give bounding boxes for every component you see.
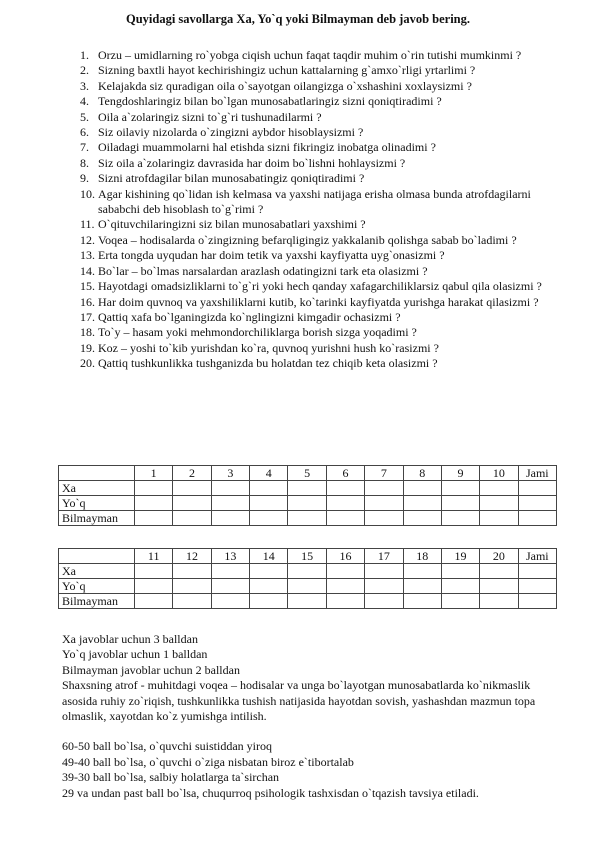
- list-item: [80, 341, 560, 356]
- table-cell: [135, 564, 173, 579]
- question-text: Orzu – umidlarning ro`yobga ciqish uchun faqat taqdir muhim o`rin tutishi mumkinmi ?: [98, 48, 522, 62]
- table-cell: [518, 564, 556, 579]
- table-header-row: [59, 466, 557, 481]
- list-item: [80, 310, 560, 325]
- scoring-dontknow: Bilmayman javoblar uchun 2 balldan: [62, 662, 240, 677]
- scoring-description: Shaxsning atrof - muhitdagi voqea – hodisalar va unga bo`layotgan munosabatlarda ko`nikmaslik asosida ruhiy zo`riqish, tushkunlikka tushish natijasida hayotdan sovish, yashashdan mazmun topa olmaslik, xayotdan ko`z yumishga intilish.: [62, 678, 536, 724]
- table-header-cell: 1: [135, 466, 173, 481]
- question-number: 14.: [80, 263, 95, 278]
- table-cell: [288, 496, 326, 511]
- question-number: 1.: [80, 48, 89, 62]
- question-number: 19.: [80, 340, 95, 355]
- list-item: [80, 217, 560, 232]
- list-item: [80, 248, 560, 263]
- row-label: Bilmayman: [59, 594, 135, 609]
- table-row: [59, 594, 557, 609]
- table-cell: [441, 511, 479, 526]
- table-cell: [250, 579, 288, 594]
- table-row: [59, 511, 557, 526]
- table-header-cell: 3: [211, 466, 249, 481]
- table-cell: [441, 481, 479, 496]
- table-cell: [173, 496, 211, 511]
- table-cell: [365, 481, 403, 496]
- question-number: 13.: [80, 248, 95, 263]
- question-text: Oiladagi muammolarni hal etishda sizni fikringiz inobatga olinadimi ?: [98, 140, 436, 155]
- question-text: Erta tongda uyqudan har doim tetik va yaxshi kayfiyatta uyg`onasizmi ?: [98, 248, 445, 263]
- table-header-cell: [59, 466, 135, 481]
- result-line: 29 va undan past ball bo`lsa, chuqurroq psihologik tashxisdan o`tqazish tavsiya etiladi.: [62, 785, 479, 800]
- table-header-cell: 15: [288, 549, 326, 564]
- question-text: Sizning baxtli hayot kechirishingiz uchun kattalarning g`amxo`rligi yrtarlimi ?: [98, 63, 476, 78]
- question-list: [80, 48, 560, 372]
- table-cell: [518, 481, 556, 496]
- table-cell: [250, 496, 288, 511]
- table-cell: [480, 496, 518, 511]
- table-header-cell: 5: [288, 466, 326, 481]
- table-cell: [288, 564, 326, 579]
- table-cell: [518, 579, 556, 594]
- answer-table-2: [58, 548, 557, 609]
- table-header-cell: 16: [326, 549, 364, 564]
- table-cell: [441, 496, 479, 511]
- table-cell: [211, 481, 249, 496]
- table-cell: [326, 481, 364, 496]
- table-cell: [441, 579, 479, 594]
- list-item: [80, 125, 560, 140]
- table-header-cell: 9: [441, 466, 479, 481]
- table-cell: [326, 511, 364, 526]
- page-title: Quyidagi savollarga Xa, Yo`q yoki Bilmayman deb javob bering.: [125, 12, 471, 26]
- table-cell: [250, 594, 288, 609]
- question-number: 16.: [80, 294, 95, 309]
- question-number: 12.: [80, 232, 95, 247]
- table-header-cell: 8: [403, 466, 441, 481]
- table-cell: [365, 496, 403, 511]
- table-header-row: [59, 549, 557, 564]
- question-text: O`qituvchilaringizni siz bilan munosabatlari yaxshimi ?: [98, 217, 366, 232]
- table-cell: [211, 564, 249, 579]
- list-item: [80, 233, 560, 248]
- table-cell: [518, 511, 556, 526]
- question-text: Oila a`zolaringiz sizni to`g`ri tushunadilarmi ?: [98, 109, 322, 124]
- table-cell: [173, 564, 211, 579]
- question-text: Agar kishining qo`lidan ish kelmasa va yaxshi natijaga erisha olmasa bunda atrofdagilarni sababchi deb hisoblash to`g`rimi ?: [98, 186, 531, 217]
- question-number: 4.: [80, 94, 89, 109]
- table-cell: [250, 481, 288, 496]
- table-cell: [135, 511, 173, 526]
- question-text: Hayotdagi omadsizliklarni to`g`ri yoki hech qanday xafagarchiliklarsiz qabul qila olasizmi ?: [98, 279, 542, 294]
- table-cell: [480, 564, 518, 579]
- question-number: 10.: [80, 186, 95, 201]
- table-cell: [365, 579, 403, 594]
- table-cell: [211, 496, 249, 511]
- table-cell: [173, 481, 211, 496]
- question-text: Koz – yoshi to`kib yurishdan ko`ra, quvnoq yurishni hush ko`rasizmi ?: [98, 340, 439, 355]
- table-cell: [250, 564, 288, 579]
- list-item: [80, 110, 560, 125]
- table-cell: [518, 594, 556, 609]
- question-number: 5.: [80, 109, 89, 124]
- question-text: Sizni atrofdagilar bilan munosabatingiz qoniqtiradimi ?: [98, 171, 365, 186]
- table-cell: [480, 594, 518, 609]
- table-row: [59, 481, 557, 496]
- table-cell: [211, 511, 249, 526]
- row-label: Yo`q: [59, 496, 135, 511]
- row-label: Yo`q: [59, 579, 135, 594]
- question-text: Voqea – hodisalarda o`zingizning befarqligingiz yakkalanib qolishga sabab bo`ladimi ?: [98, 232, 517, 247]
- list-item: [80, 156, 560, 171]
- table-cell: [441, 564, 479, 579]
- table-header-cell: 6: [326, 466, 364, 481]
- list-item: [80, 94, 560, 109]
- question-number: 3.: [80, 78, 89, 93]
- table-header-cell: 13: [211, 549, 249, 564]
- table-row: [59, 564, 557, 579]
- table-cell: [173, 579, 211, 594]
- question-number: 2.: [80, 63, 89, 78]
- scoring-no: Yo`q javoblar uchun 1 balldan: [62, 647, 208, 662]
- list-item: [80, 356, 560, 371]
- list-item: [80, 279, 560, 294]
- table-cell: [135, 496, 173, 511]
- table-cell: [326, 594, 364, 609]
- table-cell: [326, 564, 364, 579]
- list-item: [80, 171, 560, 186]
- row-label: Xa: [59, 564, 135, 579]
- table-cell: [403, 511, 441, 526]
- table-cell: [480, 579, 518, 594]
- list-item: [80, 325, 560, 340]
- scoring-section: [62, 632, 562, 801]
- table-header-cell: 14: [250, 549, 288, 564]
- table-cell: [288, 579, 326, 594]
- list-item: [80, 48, 560, 63]
- question-number: 18.: [80, 325, 95, 340]
- table-header-cell: 11: [135, 549, 173, 564]
- table-header-cell: [59, 549, 135, 564]
- table-cell: [173, 511, 211, 526]
- list-item: [80, 295, 560, 310]
- question-text: Bo`lar – bo`lmas narsalardan arazlash odatingizni tark eta olasizmi ?: [98, 263, 428, 278]
- table-cell: [480, 481, 518, 496]
- table-header-cell: Jami: [518, 549, 556, 564]
- question-number: 15.: [80, 279, 95, 294]
- table-cell: [365, 564, 403, 579]
- question-number: 20.: [80, 356, 95, 371]
- question-text: Qattiq tushkunlikka tushganizda bu holatdan tez chiqib keta olasizmi ?: [98, 356, 438, 371]
- question-number: 17.: [80, 309, 95, 324]
- result-line: 39-30 ball bo`lsa, salbiy holatlarga ta`sirchan: [62, 770, 280, 785]
- question-number: 6.: [80, 125, 89, 140]
- table-header-cell: 20: [480, 549, 518, 564]
- table-cell: [250, 511, 288, 526]
- table-header-cell: 10: [480, 466, 518, 481]
- table-cell: [135, 579, 173, 594]
- table-cell: [326, 579, 364, 594]
- list-item: [80, 79, 560, 94]
- scoring-yes: Xa javoblar uchun 3 balldan: [62, 632, 198, 646]
- table-cell: [211, 594, 249, 609]
- row-label: Bilmayman: [59, 511, 135, 526]
- table-header-cell: 18: [403, 549, 441, 564]
- question-text: Tengdoshlaringiz bilan bo`lgan munosabatlaringiz sizni qoniqtiradimi ?: [98, 94, 442, 109]
- table-header-cell: 19: [441, 549, 479, 564]
- list-item: [80, 187, 560, 218]
- question-text: Har doim quvnoq va yaxshiliklarni kutib, ko`tarinki kayfiyatda yurishga harakat qilasizmi ?: [98, 294, 539, 309]
- answer-table-1: [58, 465, 557, 526]
- table-cell: [441, 594, 479, 609]
- table-cell: [288, 481, 326, 496]
- question-number: 7.: [80, 140, 89, 155]
- table-header-cell: 4: [250, 466, 288, 481]
- result-line: 60-50 ball bo`lsa, o`quvchi suistiddan yiroq: [62, 739, 272, 754]
- question-number: 8.: [80, 155, 89, 170]
- table-cell: [326, 496, 364, 511]
- question-text: Siz oilaviy nizolarda o`zingizni aybdor hisoblaysizmi ?: [98, 125, 364, 140]
- question-number: 11.: [80, 217, 95, 232]
- table-header-cell: 2: [173, 466, 211, 481]
- table-header-cell: 12: [173, 549, 211, 564]
- question-text: Siz oila a`zolaringiz davrasida har doim bo`lishni hohlaysizmi ?: [98, 155, 406, 170]
- table-cell: [403, 564, 441, 579]
- table-cell: [403, 481, 441, 496]
- question-text: To`y – hasam yoki mehmondorchiliklarga borish sizga yoqadimi ?: [98, 325, 417, 340]
- table-row: [59, 579, 557, 594]
- question-text: Qattiq xafa bo`lganingizda ko`nglingizni kimgadir ochasizmi ?: [98, 309, 401, 324]
- list-item: [80, 63, 560, 78]
- table-cell: [403, 496, 441, 511]
- result-line: 49-40 ball bo`lsa, o`quvchi o`ziga nisbatan biroz e`tibortalab: [62, 754, 354, 769]
- table-header-cell: Jami: [518, 466, 556, 481]
- table-header-cell: 17: [365, 549, 403, 564]
- table-cell: [173, 594, 211, 609]
- table-cell: [365, 594, 403, 609]
- table-cell: [135, 594, 173, 609]
- list-item: [80, 140, 560, 155]
- table-cell: [480, 511, 518, 526]
- list-item: [80, 264, 560, 279]
- table-cell: [518, 496, 556, 511]
- table-cell: [135, 481, 173, 496]
- question-text: Kelajakda siz quradigan oila o`sayotgan oilangizga o`xshashini xoxlaysizmi ?: [98, 78, 472, 93]
- table-cell: [211, 579, 249, 594]
- spacer: [62, 724, 562, 739]
- row-label: Xa: [59, 481, 135, 496]
- table-cell: [288, 511, 326, 526]
- table-cell: [365, 511, 403, 526]
- question-number: 9.: [80, 171, 89, 186]
- table-row: [59, 496, 557, 511]
- table-cell: [288, 594, 326, 609]
- table-cell: [403, 594, 441, 609]
- table-cell: [403, 579, 441, 594]
- table-header-cell: 7: [365, 466, 403, 481]
